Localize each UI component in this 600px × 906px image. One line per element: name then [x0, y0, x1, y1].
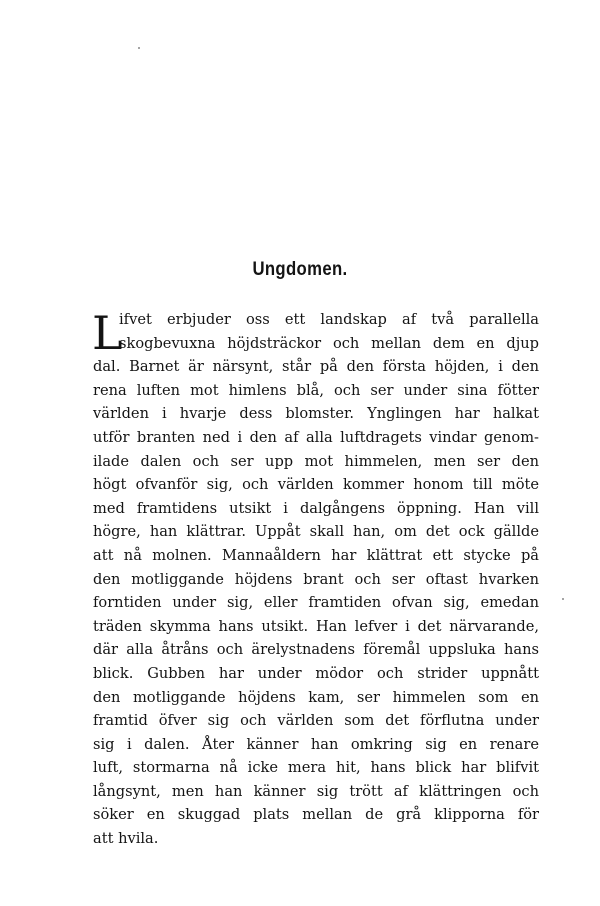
text-line: med framtidens utsikt i dalgångens öppning. Han vill — [93, 499, 539, 517]
text-line: den motliggande höjdens brant och ser oftast hvarken — [93, 570, 539, 588]
text-line: världen i hvarje dess blomster. Ynglingen har halkat — [93, 405, 539, 423]
text-line: utför branten ned i den af alla luftdragets vindar genom- — [93, 428, 539, 446]
text-line: ilade dalen och ser upp mot himmelen, men ser den — [93, 452, 539, 470]
paper-speck — [138, 47, 140, 49]
text-line: långsynt, men han känner sig trött af klättringen och — [93, 782, 539, 800]
chapter-body — [93, 308, 539, 851]
text-line: skogbevuxna höjdsträckor och mellan dem en djup — [119, 334, 539, 352]
text-line: luft, stormarna nå icke mera hit, hans blick har blifvit — [93, 759, 539, 777]
chapter-title: Ungdomen. — [252, 259, 348, 280]
text-line: där alla åtråns och ärelystnadens föremål uppsluka hans — [93, 641, 539, 659]
text-line: högre, han klättrar. Uppåt skall han, om det ock gällde — [93, 523, 539, 541]
drop-cap: L — [92, 306, 123, 360]
paper-speck — [562, 598, 564, 600]
text-line: den motliggande höjdens kam, ser himmelen som en — [93, 688, 539, 706]
text-line: forntiden under sig, eller framtiden ofvan sig, emedan — [93, 594, 539, 612]
text-line: dal. Barnet är närsynt, står på den första höjden, i den — [93, 358, 539, 376]
text-line: framtid öfver sig och världen som det förflutna under — [93, 712, 539, 730]
text-line: söker en skuggad plats mellan de grå klipporna för — [93, 806, 539, 824]
text-line: högt ofvanför sig, och världen kommer honom till möte — [93, 476, 539, 494]
text-line: rena luften mot himlens blå, och ser under sina fötter — [93, 381, 539, 399]
text-line: att hvila. — [93, 830, 159, 848]
text-line: att nå molnen. Mannaåldern har klättrat ett stycke på — [93, 546, 539, 564]
text-line: blick. Gubben har under mödor och strider uppnått — [93, 664, 539, 682]
text-line: sig i dalen. Åter känner han omkring sig en renare — [93, 735, 539, 753]
text-line: träden skymma hans utsikt. Han lefver i det närvarande, — [93, 617, 539, 635]
text-line: ifvet erbjuder oss ett landskap af två parallella — [119, 311, 539, 328]
